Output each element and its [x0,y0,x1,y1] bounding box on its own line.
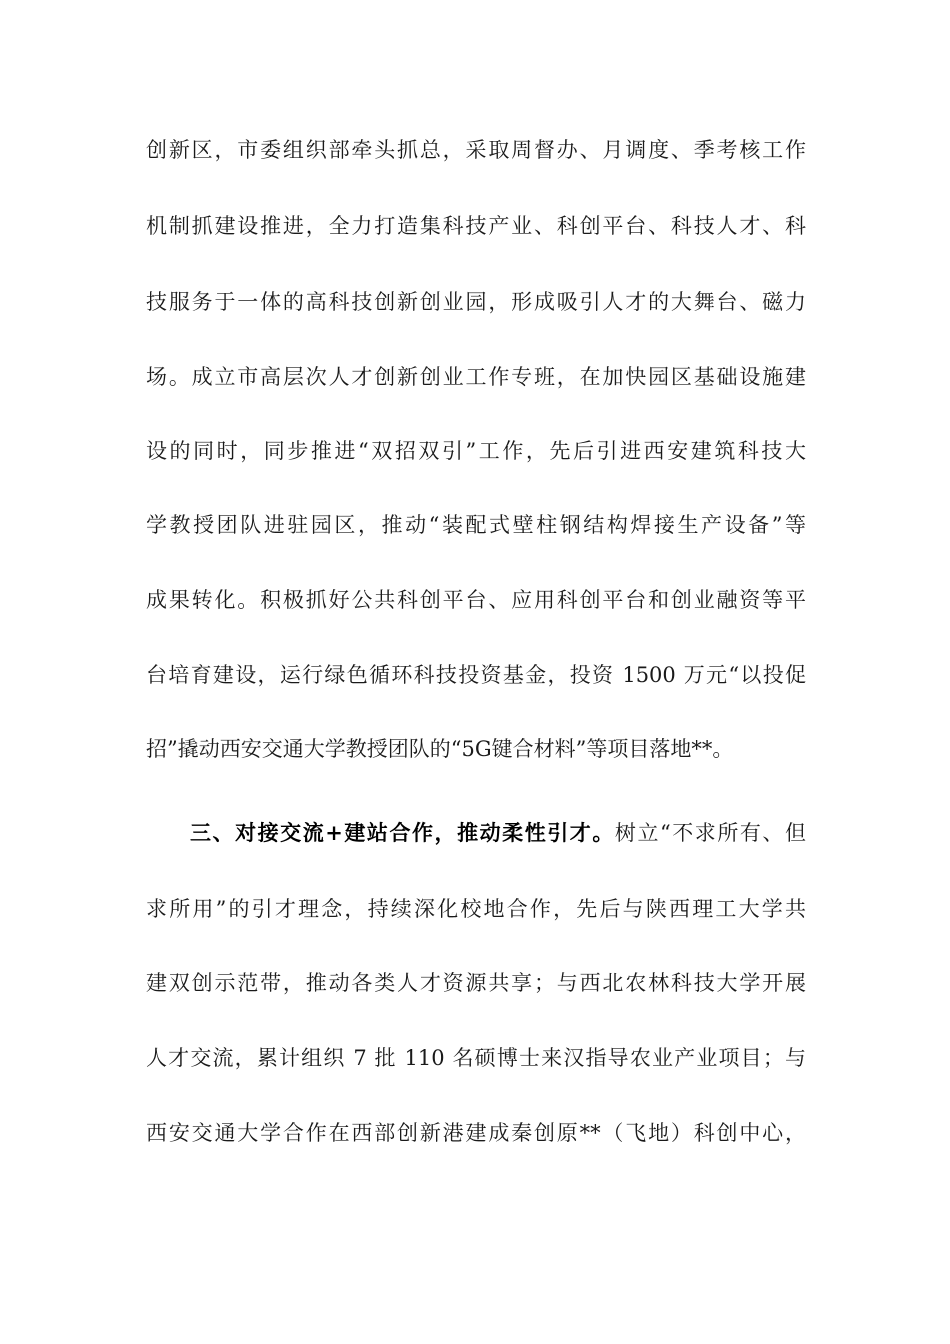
paragraph-line: 人才交流，累计组织 7 批 110 名硕博士来汉指导农业产业项目；与 [146,1046,806,1070]
section-heading: 三、对接交流+建站合作，推动柔性引才。 [190,820,615,845]
paragraph-line: 机制抓建设推进，全力打造集科技产业、科创平台、科技人才、科 [146,214,806,238]
paragraph-line: 台培育建设，运行绿色循环科技投资基金，投资 1500 万元“以投促 [146,663,806,687]
section-heading-line [190,813,806,853]
paragraph-line: 技服务于一体的高科技创新创业园，形成吸引人才的大舞台、磁力 [146,290,806,314]
paragraph-line: 创新区，市委组织部牵头抓总，采取周督办、月调度、季考核工作 [146,138,806,162]
paragraph-line: 学教授团队进驻园区，推动“装配式壁柱钢结构焊接生产设备”等 [146,513,806,537]
paragraph-line: 设的同时，同步推进“双招双引”工作，先后引进西安建筑科技大 [146,439,806,463]
heading-line-rest: 树立“不求所有、但 [614,821,806,845]
paragraph-line: 场。成立市高层次人才创新创业工作专班，在加快园区基础设施建 [146,365,806,389]
paragraph-line: 招”撬动西安交通大学教授团队的“5G键合材料”等项目落地**。 [146,737,734,761]
paragraph-line: 西安交通大学合作在西部创新港建成秦创原**（飞地）科创中心， [146,1121,806,1145]
paragraph-line: 求所用”的引才理念，持续深化校地合作，先后与陕西理工大学共 [146,897,806,921]
paragraph-line: 建双创示范带，推动各类人才资源共享；与西北农林科技大学开展 [146,971,806,995]
paragraph-line: 成果转化。积极抓好公共科创平台、应用科创平台和创业融资等平 [146,588,806,612]
